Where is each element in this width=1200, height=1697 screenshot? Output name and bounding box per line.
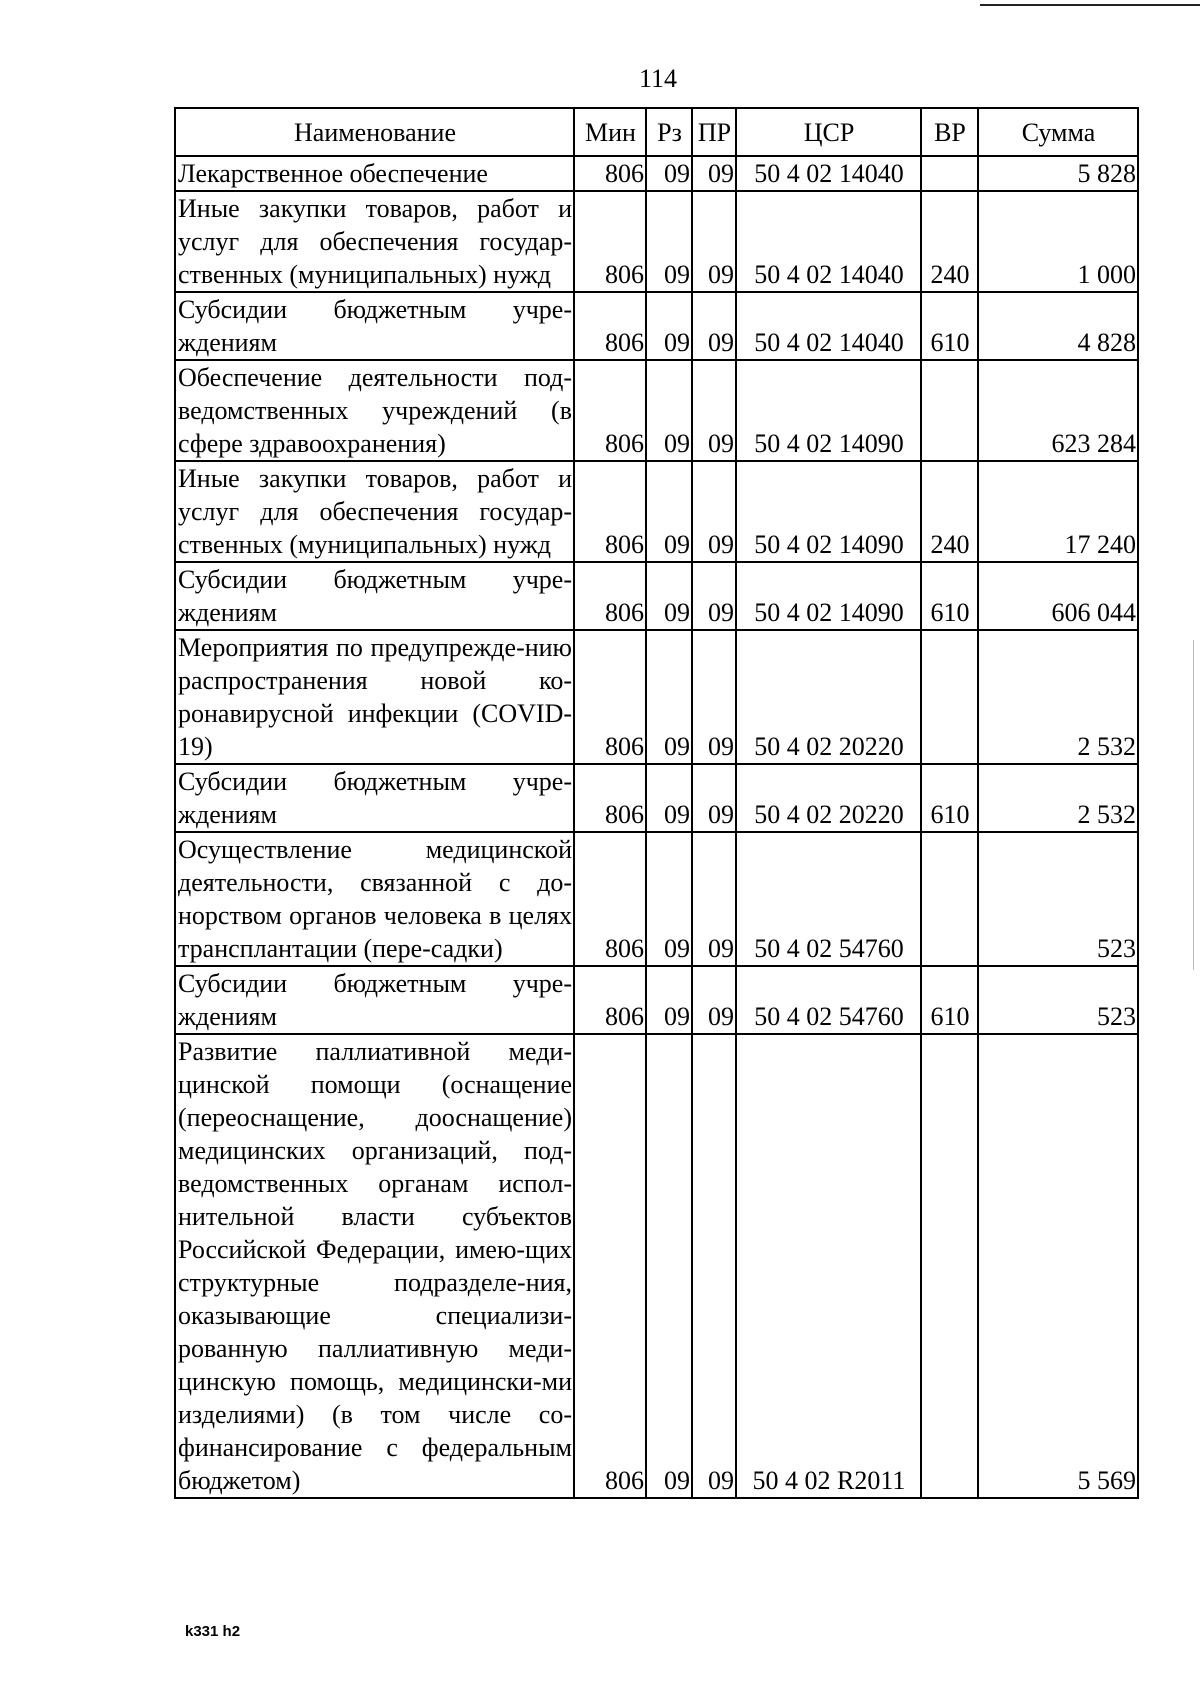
- cell-pr: 09: [692, 156, 736, 191]
- cell-vr: [921, 156, 978, 191]
- cell-name: Мероприятия по предупрежде-нию распространения новой ко-ронавирусной инфекции (COVID-19): [175, 630, 574, 764]
- table-header-row: [175, 108, 1138, 156]
- budget-table: [174, 107, 1139, 1499]
- cell-pr: 09: [692, 630, 736, 764]
- cell-csr: 50 4 02 R2011: [736, 1034, 921, 1498]
- footer-code: k331 h2: [185, 1623, 241, 1640]
- cell-name: Субсидии бюджетным учре-ждениям: [175, 292, 574, 360]
- cell-name: Иные закупки товаров, работ и услуг для обеспечения государ-ственных (муниципальных) нужд: [175, 191, 574, 292]
- cell-name: Субсидии бюджетным учре-ждениям: [175, 966, 574, 1034]
- cell-pr: 09: [692, 966, 736, 1034]
- cell-rz: 09: [646, 562, 692, 630]
- cell-rz: 09: [646, 461, 692, 562]
- cell-sum: 2 532: [978, 764, 1138, 832]
- table-row: [175, 832, 1138, 966]
- header-vr: ВР: [921, 108, 978, 156]
- cell-sum: 523: [978, 966, 1138, 1034]
- cell-name: Осуществление медицинской деятельности, связанной с до-норством органов человека в целях трансплантации (пере-садки): [175, 832, 574, 966]
- cell-csr: 50 4 02 14090: [736, 562, 921, 630]
- table-row: [175, 292, 1138, 360]
- cell-csr: 50 4 02 54760: [736, 832, 921, 966]
- table-row: [175, 156, 1138, 191]
- cell-csr: 50 4 02 54760: [736, 966, 921, 1034]
- cell-name: Лекарственное обеспечение: [175, 156, 574, 191]
- cell-csr: 50 4 02 20220: [736, 764, 921, 832]
- cell-rz: 09: [646, 191, 692, 292]
- cell-pr: 09: [692, 191, 736, 292]
- cell-vr: [921, 1034, 978, 1498]
- cell-vr: [921, 360, 978, 461]
- table-row: [175, 630, 1138, 764]
- table-row: [175, 191, 1138, 292]
- cell-pr: 09: [692, 764, 736, 832]
- cell-vr: 610: [921, 764, 978, 832]
- header-csr: ЦСР: [736, 108, 921, 156]
- table-row: [175, 764, 1138, 832]
- cell-min: 806: [574, 191, 646, 292]
- page-number: 114: [638, 64, 678, 93]
- cell-pr: 09: [692, 562, 736, 630]
- cell-sum: 2 532: [978, 630, 1138, 764]
- cell-sum: 4 828: [978, 292, 1138, 360]
- cell-rz: 09: [646, 1034, 692, 1498]
- cell-name: Субсидии бюджетным учре-ждениям: [175, 764, 574, 832]
- cell-rz: 09: [646, 832, 692, 966]
- cell-rz: 09: [646, 966, 692, 1034]
- cell-rz: 09: [646, 360, 692, 461]
- header-min: Мин: [574, 108, 646, 156]
- cell-vr: 610: [921, 292, 978, 360]
- cell-sum: 1 000: [978, 191, 1138, 292]
- cell-vr: [921, 832, 978, 966]
- cell-min: 806: [574, 156, 646, 191]
- cell-min: 806: [574, 461, 646, 562]
- cell-min: 806: [574, 562, 646, 630]
- cell-vr: 610: [921, 966, 978, 1034]
- cell-vr: 240: [921, 461, 978, 562]
- cell-min: 806: [574, 764, 646, 832]
- cell-sum: 17 240: [978, 461, 1138, 562]
- scan-edge-mark: [980, 4, 1200, 6]
- cell-name: Развитие паллиативной меди-цинской помощи (оснащение (переоснащение, дооснащение) медицинских организаций, под-ведомственных органам испол-нительной власти субъектов Российской Федерации, имею-щих структурные подразделе-ния, оказывающие специализи-рованную паллиативную меди-цинскую помощь, медицински-ми изделиями) (в том числе со-финансирование с федеральным бюджетом): [175, 1034, 574, 1498]
- cell-pr: 09: [692, 832, 736, 966]
- cell-name: Субсидии бюджетным учре-ждениям: [175, 562, 574, 630]
- cell-sum: 606 044: [978, 562, 1138, 630]
- cell-min: 806: [574, 360, 646, 461]
- cell-min: 806: [574, 292, 646, 360]
- cell-pr: 09: [692, 1034, 736, 1498]
- cell-pr: 09: [692, 461, 736, 562]
- cell-vr: 240: [921, 191, 978, 292]
- cell-vr: 610: [921, 562, 978, 630]
- table-row: [175, 966, 1138, 1034]
- header-name: Наименование: [175, 108, 574, 156]
- table-row: [175, 562, 1138, 630]
- cell-pr: 09: [692, 292, 736, 360]
- table-row: [175, 461, 1138, 562]
- header-rz: Рз: [646, 108, 692, 156]
- cell-csr: 50 4 02 14090: [736, 360, 921, 461]
- cell-csr: 50 4 02 14040: [736, 191, 921, 292]
- cell-sum: 623 284: [978, 360, 1138, 461]
- cell-sum: 5 828: [978, 156, 1138, 191]
- cell-rz: 09: [646, 764, 692, 832]
- cell-pr: 09: [692, 360, 736, 461]
- cell-rz: 09: [646, 156, 692, 191]
- cell-min: 806: [574, 630, 646, 764]
- cell-csr: 50 4 02 14090: [736, 461, 921, 562]
- header-sum: Сумма: [978, 108, 1138, 156]
- cell-csr: 50 4 02 20220: [736, 630, 921, 764]
- cell-name: Иные закупки товаров, работ и услуг для обеспечения государ-ственных (муниципальных) нужд: [175, 461, 574, 562]
- cell-csr: 50 4 02 14040: [736, 156, 921, 191]
- table-row: [175, 360, 1138, 461]
- cell-name: Обеспечение деятельности под-ведомственных учреждений (в сфере здравоохранения): [175, 360, 574, 461]
- scan-edge-line: [1193, 640, 1194, 970]
- cell-rz: 09: [646, 292, 692, 360]
- header-pr: ПР: [692, 108, 736, 156]
- table-row: [175, 1034, 1138, 1498]
- cell-csr: 50 4 02 14040: [736, 292, 921, 360]
- cell-min: 806: [574, 1034, 646, 1498]
- cell-min: 806: [574, 966, 646, 1034]
- cell-rz: 09: [646, 630, 692, 764]
- cell-sum: 5 569: [978, 1034, 1138, 1498]
- cell-sum: 523: [978, 832, 1138, 966]
- cell-vr: [921, 630, 978, 764]
- cell-min: 806: [574, 832, 646, 966]
